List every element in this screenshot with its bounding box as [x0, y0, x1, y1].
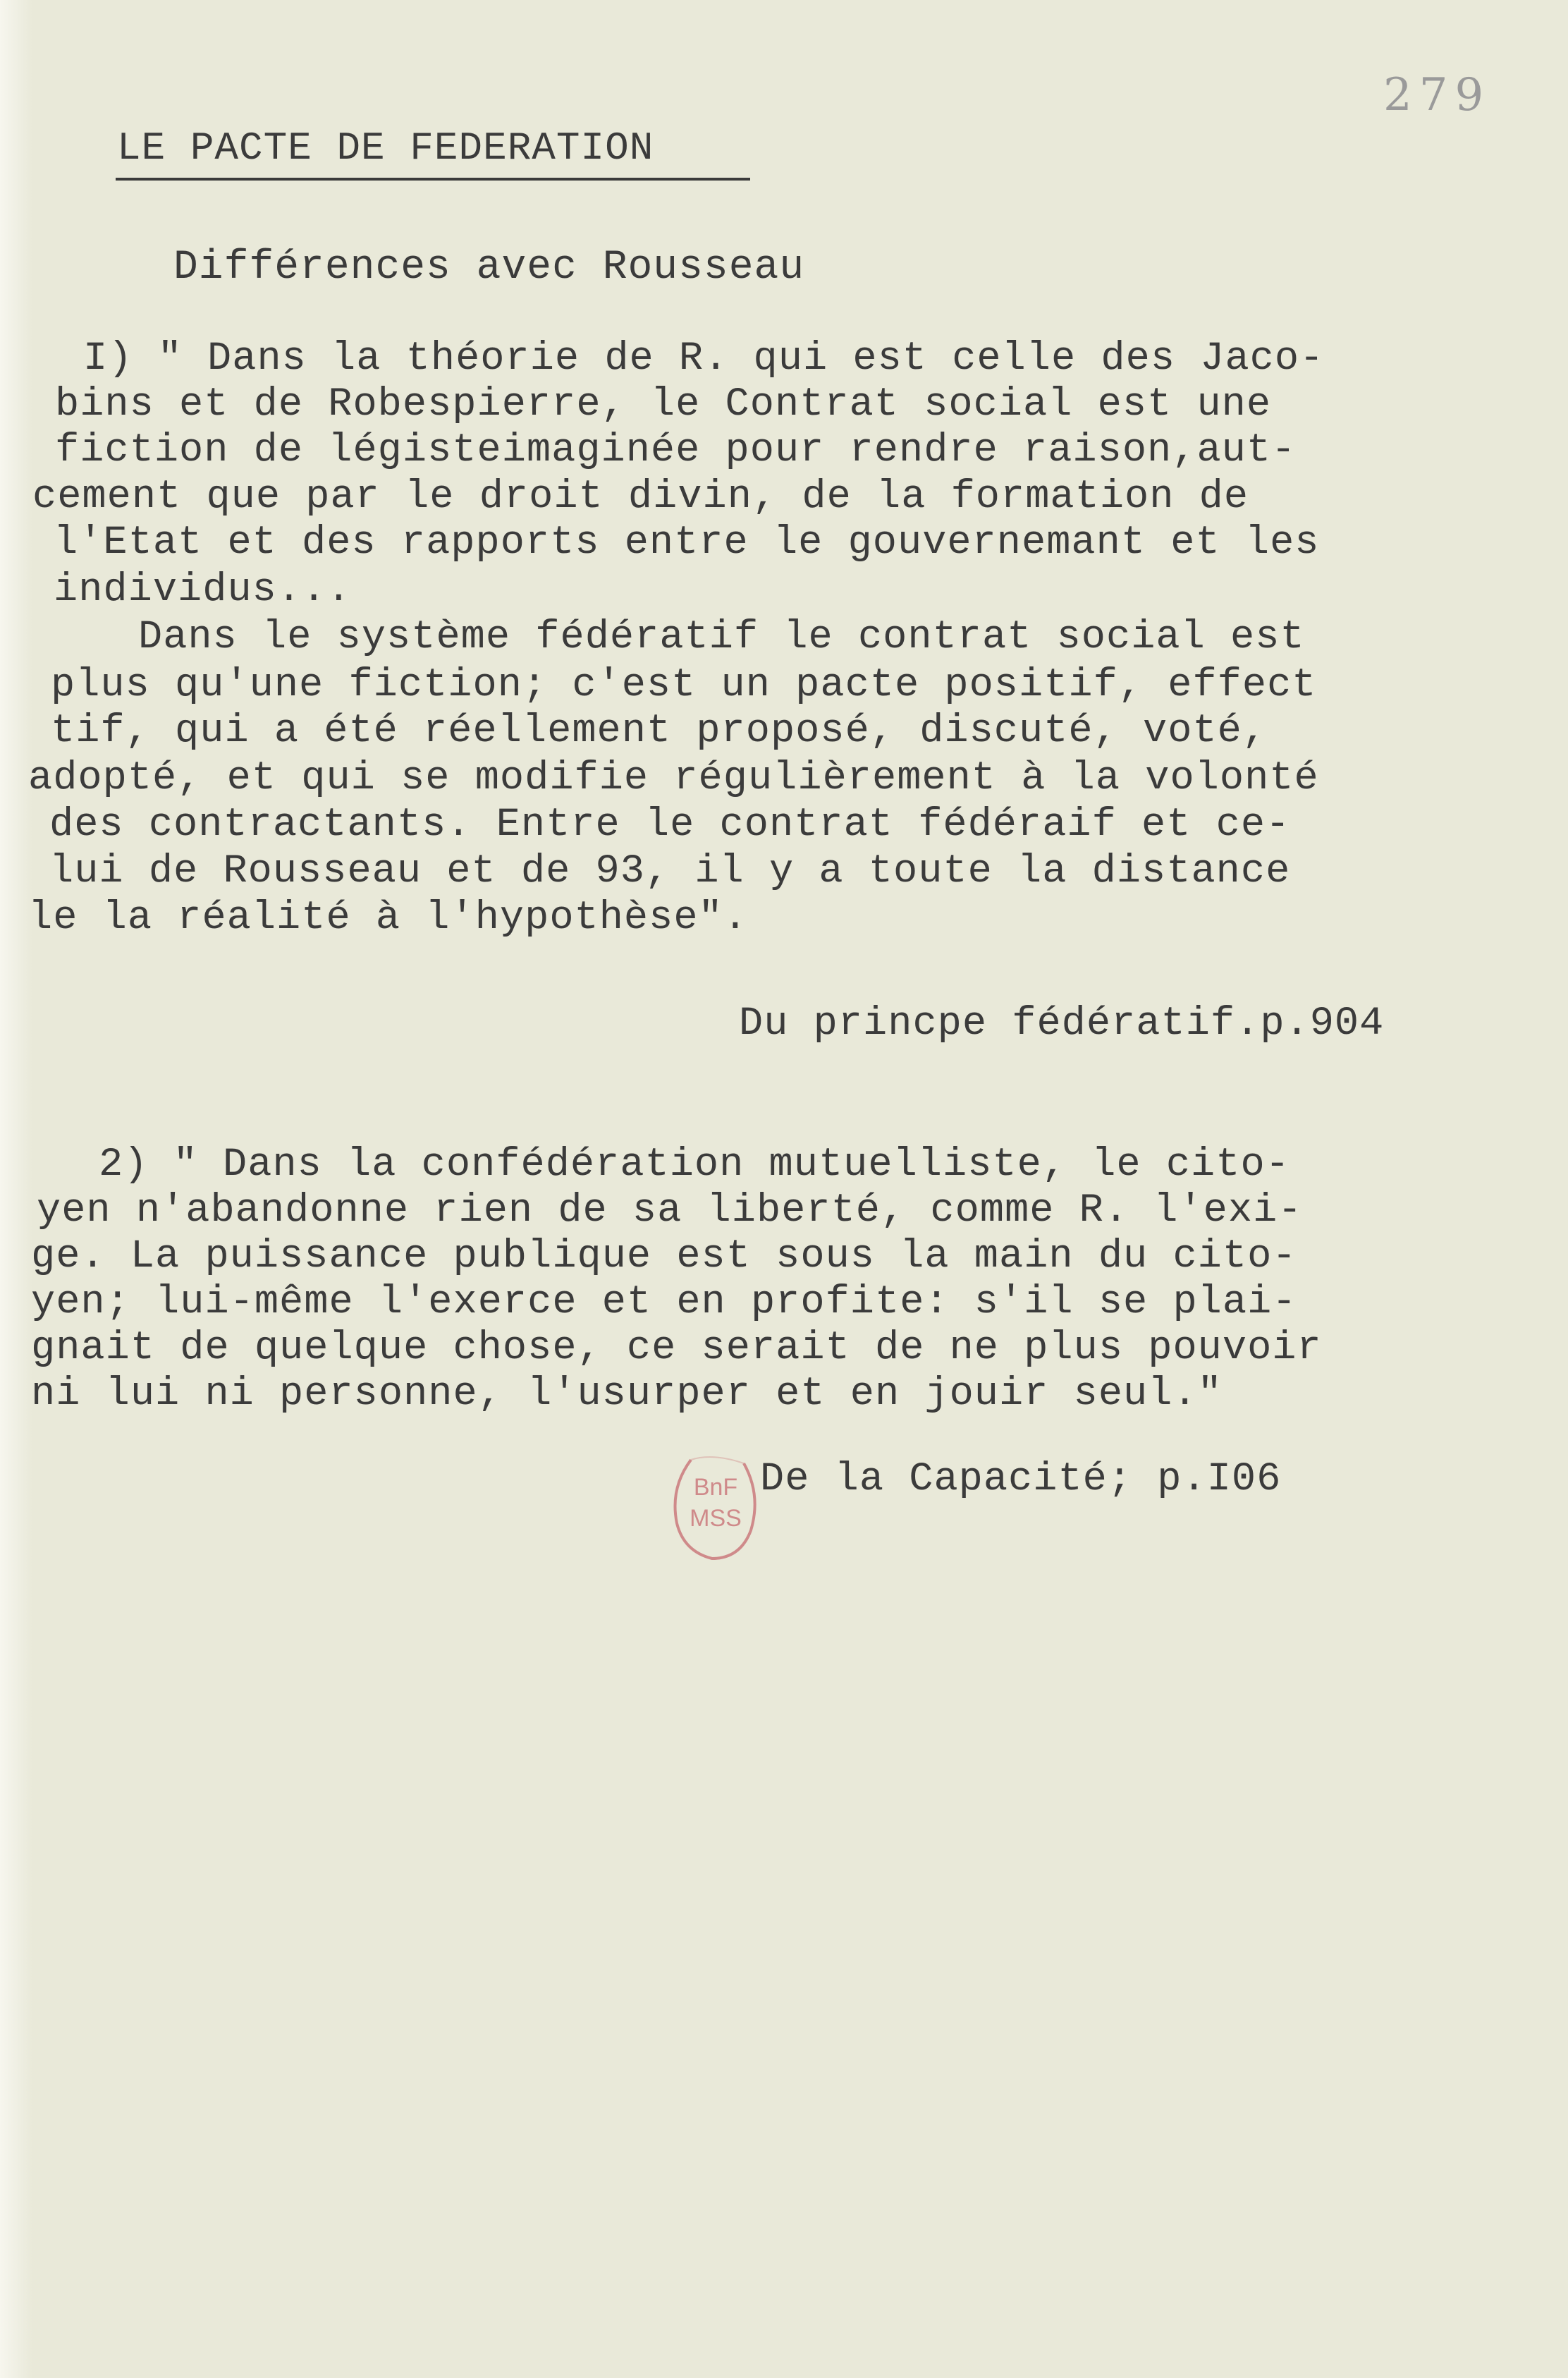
quote-2-line: 2) " Dans la confédération mutuelliste, le cito- [99, 1142, 1290, 1188]
quote-1-line: bins et de Robespierre, le Contrat social est une [55, 382, 1272, 427]
quote-2-line: yen n'abandonne rien de sa liberté, comme R. l'exi- [37, 1188, 1303, 1233]
quote-2-line: yen; lui-même l'exerce et en profite: s'il se plai- [31, 1280, 1297, 1325]
page-left-edge [0, 0, 32, 2378]
citation-1: Du princpe fédératif.p.904 [739, 1001, 1385, 1047]
title-underline [116, 178, 750, 181]
quote-1-line: adopté, et qui se modifie régulièrement à la volonté [28, 756, 1319, 801]
quote-1-line: plus qu'une fiction; c'est un pacte positif, effect [51, 663, 1317, 708]
stamp-line-2: MSS [690, 1505, 742, 1532]
document-title: LE PACTE DE FEDERATION [117, 126, 654, 171]
quote-1-line: l'Etat et des rapports entre le gouvernemant et les [54, 520, 1320, 566]
quote-2-line: ge. La puissance publique est sous la main du cito- [31, 1234, 1297, 1279]
bnf-mss-stamp [663, 1446, 768, 1573]
quote-2-line: gnait de quelque chose, ce serait de ne plus pouvoir [31, 1326, 1322, 1371]
quote-1-line: Dans le système fédératif le contrat social est [138, 615, 1305, 660]
quote-1-line: tif, qui a été réellement proposé, discuté, voté, [51, 709, 1268, 754]
quote-1-line: fiction de légisteimaginée pour rendre raison,aut- [55, 428, 1297, 473]
page-number: 279 [1383, 69, 1491, 121]
subtitle: Différences avec Rousseau [173, 245, 805, 291]
quote-1-line: des contractants. Entre le contrat fédéraif et ce- [49, 803, 1291, 848]
quote-1-line: I) " Dans la théorie de R. qui est celle des Jaco- [83, 336, 1325, 382]
quote-1-line: cement que par le droit divin, de la formation de [32, 475, 1249, 520]
quote-2-line: ni lui ni personne, l'usurper et en jouir seul." [31, 1372, 1223, 1417]
quote-1-line: individus... [54, 568, 352, 613]
quote-1-line: le la réalité à l'hypothèse". [28, 896, 748, 941]
quote-1-line: lui de Rousseau et de 93, il y a toute la distance [49, 849, 1291, 894]
stamp-line-1: BnF [693, 1474, 738, 1501]
citation-2: De la Capacité; p.I06 [760, 1457, 1282, 1502]
